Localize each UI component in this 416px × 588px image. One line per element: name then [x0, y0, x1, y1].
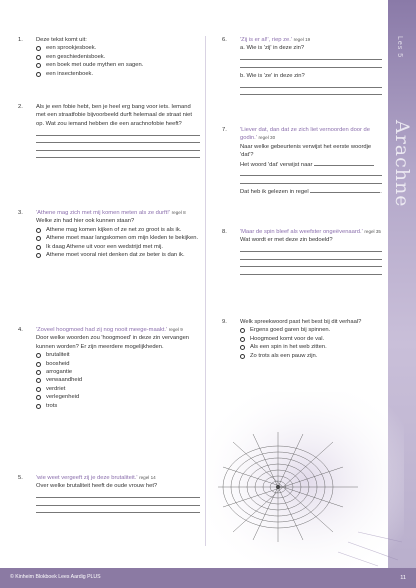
answer-option[interactable]: een boek met oude mythen en sagen.: [36, 61, 200, 69]
question-text: Naar welke gebeurtenis verwijst het eerste woordje 'dat'?: [240, 143, 372, 159]
lesson-title: Arachne: [391, 120, 413, 208]
quote: 'Zoveel hoogmoed had zij nog nooit meege-maakt.': [36, 327, 168, 333]
question-number: 4.: [18, 327, 23, 333]
inline-answer-line[interactable]: [310, 187, 380, 193]
answer-line[interactable]: [240, 260, 382, 268]
answer-option[interactable]: verwaandheid: [36, 376, 200, 384]
inline-answer-line[interactable]: [314, 160, 374, 166]
answer-option[interactable]: boosheid: [36, 360, 200, 368]
radio-circle-icon[interactable]: [240, 345, 245, 350]
checkbox-circle-icon[interactable]: [36, 353, 41, 358]
answer-option[interactable]: verlegenheid: [36, 393, 200, 401]
line-reference: regel 9: [168, 327, 183, 332]
answer-line[interactable]: [240, 169, 382, 177]
question-text: Als je een fobie hebt, ben je heel erg bang voor iets. Iemand met een straatfobie bijvoorbeeld durft helemaal de straat niet op. Wat zou iemand hebben die een arachnofobie heeft?: [36, 104, 192, 127]
checkbox-circle-icon[interactable]: [36, 362, 41, 367]
page-number: 11: [400, 575, 406, 581]
question-8: [222, 228, 382, 275]
line-reference: regel 14: [139, 475, 156, 480]
answer-option[interactable]: een insectenboek.: [36, 70, 200, 78]
line-reference: regel 30: [258, 135, 276, 141]
question-number: 6.: [222, 37, 227, 43]
answer-option[interactable]: Zo trots als een pauw zijn.: [240, 352, 382, 360]
question-number: 5.: [18, 475, 23, 481]
question-number: 9.: [222, 319, 227, 325]
question-number: 3.: [18, 210, 23, 216]
spider-icon: [276, 485, 280, 489]
radio-circle-icon[interactable]: [36, 245, 41, 250]
quote: 'Zij is er al!', riep ze.': [240, 37, 292, 43]
line-reference: regel 8: [171, 210, 186, 215]
radio-circle-icon[interactable]: [36, 72, 41, 77]
answer-line[interactable]: [240, 60, 382, 68]
checkbox-circle-icon[interactable]: [36, 378, 41, 383]
spider-web-illustration: [208, 392, 404, 568]
question-number: 1.: [18, 37, 23, 43]
question-text: Door welke woorden zou 'hoogmoed' in deze zin vervangen kunnen worden? Er zijn meerdere mogelijkheden.: [36, 335, 190, 350]
line-reference: regel 35: [364, 229, 381, 234]
answer-line[interactable]: [36, 136, 200, 144]
question-text: Welke zin had hier ook kunnen staan?: [36, 218, 135, 225]
question-text: Over welke brutaliteit heeft de oude vrouw het?: [36, 483, 158, 490]
quote: 'Liever dat, dan dat ze zich liet vernoorden door de godin.': [240, 127, 371, 142]
answer-line[interactable]: [240, 53, 382, 61]
question-7: 7. 'Liever dat, dan dat ze zich liet vernoorden door de godin.' regel 30 Naar welke gebeurtenis verwijst het eerste woordje 'dat'? Het woord 'dat' verwijst naar Dat heb ik gelezen in regel .: [222, 127, 382, 195]
radio-circle-icon[interactable]: [36, 63, 41, 68]
answer-option[interactable]: Hoogmoed komt voor de val.: [240, 335, 382, 343]
answer-line[interactable]: [36, 128, 200, 136]
radio-circle-icon[interactable]: [240, 337, 245, 342]
radio-circle-icon[interactable]: [36, 236, 41, 241]
answer-option[interactable]: een geschiedenisboek.: [36, 53, 200, 61]
question-b: b. Wie is 'ze' in deze zin?: [240, 72, 305, 79]
answer-option[interactable]: Athene moet maar langskomen om mijn kleden te bekijken.: [36, 234, 200, 242]
quote: 'Maar de spin bleef als weefster ongeëvenaard.': [240, 229, 363, 235]
question-1: [18, 36, 200, 78]
radio-circle-icon[interactable]: [36, 228, 41, 233]
sentence-start: Het woord 'dat' verwijst naar: [240, 161, 313, 168]
question-number: 8.: [222, 229, 227, 235]
answer-line[interactable]: [240, 245, 382, 253]
answer-option[interactable]: brutaliteit: [36, 351, 200, 359]
radio-circle-icon[interactable]: [36, 55, 41, 60]
question-text: Deze tekst komt uit:: [36, 37, 87, 43]
question-2: [18, 103, 200, 158]
footer-bar: [0, 568, 416, 588]
lesson-label: Les 5: [396, 36, 404, 59]
checkbox-circle-icon[interactable]: [36, 395, 41, 400]
answer-line[interactable]: [36, 506, 200, 514]
question-number: 2.: [18, 104, 23, 110]
question-number: 7.: [222, 127, 227, 133]
answer-line[interactable]: [240, 252, 382, 260]
question-5: [18, 474, 200, 513]
answer-option[interactable]: een sprookjesboek.: [36, 44, 200, 52]
answer-line[interactable]: [240, 80, 382, 88]
sentence-start: Dat heb ik gelezen in regel: [240, 188, 309, 195]
radio-circle-icon[interactable]: [36, 253, 41, 258]
checkbox-circle-icon[interactable]: [36, 387, 41, 392]
answer-option[interactable]: trots: [36, 402, 200, 410]
checkbox-circle-icon[interactable]: [36, 370, 41, 375]
question-3: [18, 209, 200, 259]
answer-option[interactable]: Ik daag Athene uit voor een wedstrijd met mij.: [36, 243, 200, 251]
radio-circle-icon[interactable]: [36, 46, 41, 51]
answer-line[interactable]: [36, 143, 200, 151]
answer-line[interactable]: [240, 267, 382, 275]
answer-line[interactable]: [240, 176, 382, 184]
answer-option[interactable]: verdriet: [36, 385, 200, 393]
answer-line[interactable]: [240, 88, 382, 96]
question-9: [222, 318, 382, 360]
quote: 'Athene mag zich met mij komen meten als ze durft!': [36, 210, 170, 216]
radio-circle-icon[interactable]: [240, 328, 245, 333]
answer-line[interactable]: [36, 151, 200, 159]
copyright-text: © Kinheim Blokboek Lees Aardig PLUS: [10, 574, 101, 580]
column-divider: [205, 36, 206, 546]
quote: 'wie weet vergeeft zij je deze brutaliteit.': [36, 475, 138, 481]
radio-circle-icon[interactable]: [240, 354, 245, 359]
answer-option[interactable]: arrogantie: [36, 368, 200, 376]
answer-option[interactable]: Athene moet vooral niet denken dat ze beter is dan ik.: [36, 251, 200, 259]
checkbox-circle-icon[interactable]: [36, 404, 41, 409]
question-text: Welk spreekwoord past het best bij dit verhaal?: [240, 319, 362, 325]
line-reference: regel 19: [293, 37, 311, 42]
answer-line[interactable]: [36, 498, 200, 506]
answer-option[interactable]: Athene mag komen kijken of ze net zo groot is als ik.: [36, 226, 200, 234]
question-a: a. Wie is 'zij' in deze zin?: [240, 45, 305, 52]
question-6: [222, 36, 382, 95]
question-4: [18, 326, 200, 410]
answer-option[interactable]: Ergens goed garen bij spinnen.: [240, 326, 382, 334]
question-text: Wat wordt er met deze zin bedoeld?: [240, 237, 333, 244]
answer-line[interactable]: [36, 491, 200, 499]
answer-option[interactable]: Als een spin in het web zitten.: [240, 343, 382, 351]
